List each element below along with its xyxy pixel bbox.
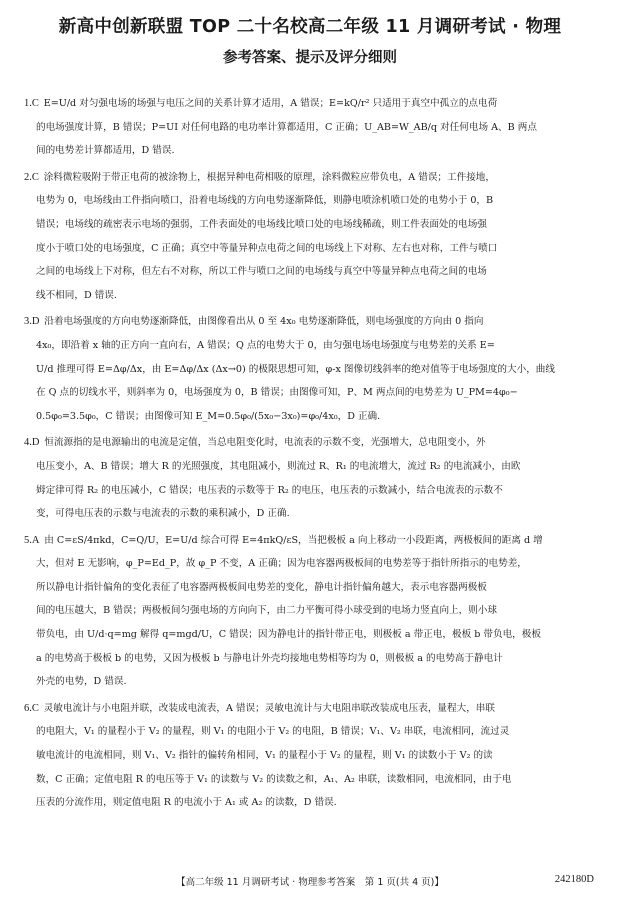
- answer-text: 之间的电场线上下对称，但左右不对称，所以工件与喷口之间的电场线与真空中等量异种点电荷之间的电场: [36, 266, 487, 278]
- answer-text: 的电阻大，V₁ 的量程小于 V₂ 的量程，则 V₁ 的电阻小于 V₂ 的电阻，B 错误；V₁、V₂ 串联，电流相同，流过灵: [36, 726, 510, 738]
- answer-item: [24, 431, 596, 525]
- answer-text: 0.5φ₀=3.5φ₀，C 错误；由图像可知 E_M=0.5φ₀/(5x₀−3x₀)=φ₀/4x₀，D 正确.: [36, 410, 381, 422]
- answer-number: 5.A: [24, 534, 40, 546]
- answer-line: [24, 431, 596, 455]
- answer-text: 沿着电场强度的方向电势逐渐降低，由图像看出从 0 至 4x₀ 电势逐渐降低，则电场强度的方向由 0 指向: [44, 316, 484, 328]
- answer-number: 1.C: [24, 98, 39, 109]
- answer-line: [24, 260, 596, 284]
- answer-text: 压表的分流作用，则定值电阻 R 的电流小于 A₁ 或 A₂ 的读数，D 错误.: [36, 797, 337, 809]
- answer-line: [24, 768, 596, 792]
- footer-page-label: 【高二年级 11 月调研考试 · 物理参考答案 第 1 页(共 4 页)】: [176, 877, 444, 888]
- answer-text: 错误；电场线的疏密表示电场的强弱，工件表面处的电场线比喷口处的电场线稀疏，则工件表面处的电场强: [36, 218, 487, 230]
- page-title: 新高中创新联盟 TOP 二十名校高二年级 11 月调研考试 · 物理: [58, 17, 562, 37]
- answer-line: [24, 599, 596, 623]
- answer-text: 电势为 0，电场线由工件指向喷口，沿着电场线的方向电势逐渐降低，则静电喷涂机喷口处的电势小于 0，B: [36, 195, 494, 207]
- answer-text: 带负电，由 U/d·q=mg 解得 q=mgd/U，C 错误；因为静电计的指针带正电，则极板 a 带正电，极板 b 带负电，极板: [36, 629, 541, 641]
- answer-line: [24, 529, 596, 553]
- answer-line: [24, 623, 596, 647]
- answer-line: [24, 213, 596, 237]
- answer-text: 由 C=εS/4πkd，C=Q/U，E=U/d 综合可得 E=4πkQ/εS，当把极板 a 向上移动一小段距离，两极板间的距离 d 增: [44, 534, 543, 546]
- answer-line: [24, 647, 596, 671]
- answer-text: 姆定律可得 R₂ 的电压减小，C 错误；电压表的示数等于 R₂ 的电压，电压表的示数减小，结合电流表的示数不: [36, 484, 503, 496]
- answer-text: 电压变小，A、B 错误；增大 R 的光照强度，其电阻减小，则流过 R、R₁ 的电流增大，流过 R₂ 的电流减小，由欧: [36, 460, 521, 472]
- answer-text: 灵敏电流计与小电阻并联，改装成电流表，A 错误；灵敏电流计与大电阻串联改装成电压表，量程大，串联: [43, 702, 495, 714]
- answer-item: [24, 310, 596, 428]
- answer-line: [24, 502, 596, 526]
- answer-line: [24, 744, 596, 768]
- answer-item: [24, 697, 596, 815]
- answer-number: 4.D: [24, 437, 40, 449]
- answer-text: U/d 推理可得 E=Δφ/Δx，由 E=Δφ/Δx (Δx→0) 的极限思想可知，φ-x 图像切线斜率的绝对值等于电场强度的大小，曲线: [36, 363, 555, 375]
- answer-line: [24, 381, 596, 405]
- answer-text: 4x₀，即沿着 x 轴的正方向一直向右，A 错误；Q 点的电势大于 0，由匀强电场电场强度与电势差的关系 E=: [36, 339, 495, 351]
- answer-text: 间的电势差计算都适用，D 错误.: [36, 145, 175, 157]
- answer-line: [24, 139, 596, 163]
- answer-line: [24, 116, 596, 140]
- answer-line: [24, 92, 596, 116]
- answer-line: [24, 166, 596, 190]
- answer-text: 在 Q 点的切线水平，则斜率为 0，电场强度为 0，B 错误；由图像可知，P、M 两点间的电势差为 U_PM=4φ₀−: [36, 387, 518, 399]
- answer-line: [24, 576, 596, 600]
- answer-line: [24, 284, 596, 308]
- answer-text: 涂料微粒吸附于带正电荷的被涂物上，根据异种电荷相吸的原理，涂料微粒应带负电，A 错误；工件接地，: [43, 171, 495, 183]
- answer-line: [24, 697, 596, 721]
- answer-line: [24, 670, 596, 694]
- answers-body: [24, 92, 596, 818]
- answer-number: 3.D: [24, 316, 40, 328]
- page-subtitle: 参考答案、提示及评分细则: [223, 50, 397, 66]
- answer-text: 数，C 正确；定值电阻 R 的电压等于 V₁ 的读数与 V₂ 的读数之和，A₁、A₂ 串联，读数相同，电流相同，由于电: [36, 773, 512, 785]
- answer-number: 6.C: [24, 702, 39, 714]
- answer-item: [24, 529, 596, 694]
- answer-text: 恒流源指的是电源输出的电流是定值，当总电阻变化时，电流表的示数不变，光强增大，总电阻变小，外: [44, 437, 486, 449]
- answer-line: [24, 479, 596, 503]
- answer-number: 2.C: [24, 171, 39, 183]
- answer-line: [24, 358, 596, 382]
- answer-line: [24, 791, 596, 815]
- answer-text: 的电场强度计算，B 错误；P=UI 对任何电路的电功率计算都适用，C 正确；U_AB=W_AB/q 对任何电场 A、B 两点: [36, 121, 537, 133]
- answer-line: [24, 189, 596, 213]
- answer-text: 敏电流计的电流相同，则 V₁、V₂ 指针的偏转角相同，V₁ 的量程小于 V₂ 的量程，则 V₁ 的读数小于 V₂ 的读: [36, 750, 493, 762]
- answer-text: 线不相同，D 错误.: [36, 289, 117, 301]
- answer-line: [24, 310, 596, 334]
- answer-line: [24, 720, 596, 744]
- answer-text: E=U/d 对匀强电场的场强与电压之间的关系计算才适用，A 错误；E=kQ/r² 只适用于真空中孤立的点电荷: [43, 98, 498, 109]
- answer-item: [24, 166, 596, 308]
- answer-text: 度小于喷口处的电场强度，C 正确；真空中等量异种点电荷之间的电场线上下对称、左右也对称，工件与喷口: [36, 242, 498, 254]
- answer-line: [24, 455, 596, 479]
- footer-code: 242180D: [554, 874, 594, 885]
- answer-line: [24, 405, 596, 429]
- answer-line: [24, 552, 596, 576]
- answer-line: [24, 334, 596, 358]
- answer-text: 变，可得电压表的示数与电流表的示数的乘积减小，D 正确.: [36, 508, 290, 520]
- answer-text: 间的电压越大，B 错误；两极板间匀强电场的方向向下，由二力平衡可得小球受到的电场力竖直向上，则小球: [36, 605, 498, 617]
- answer-text: 所以静电计指针偏角的变化表征了电容器两极板间电势差的变化，静电计指针偏角越大，表示电容器两极板: [36, 581, 487, 593]
- answer-text: 外壳的电势，D 错误.: [36, 676, 127, 688]
- answer-text: a 的电势高于极板 b 的电势，又因为极板 b 与静电计外壳均接地电势相等均为 0，则极板 a 的电势高于静电计: [36, 652, 503, 664]
- answer-item: [24, 92, 596, 163]
- answer-line: [24, 237, 596, 261]
- answer-text: 大，但对 E 无影响，φ_P=Ed_P，故 φ_P 不变，A 正确；因为电容器两极板间的电势差等于指针所指示的电势差，: [36, 558, 527, 570]
